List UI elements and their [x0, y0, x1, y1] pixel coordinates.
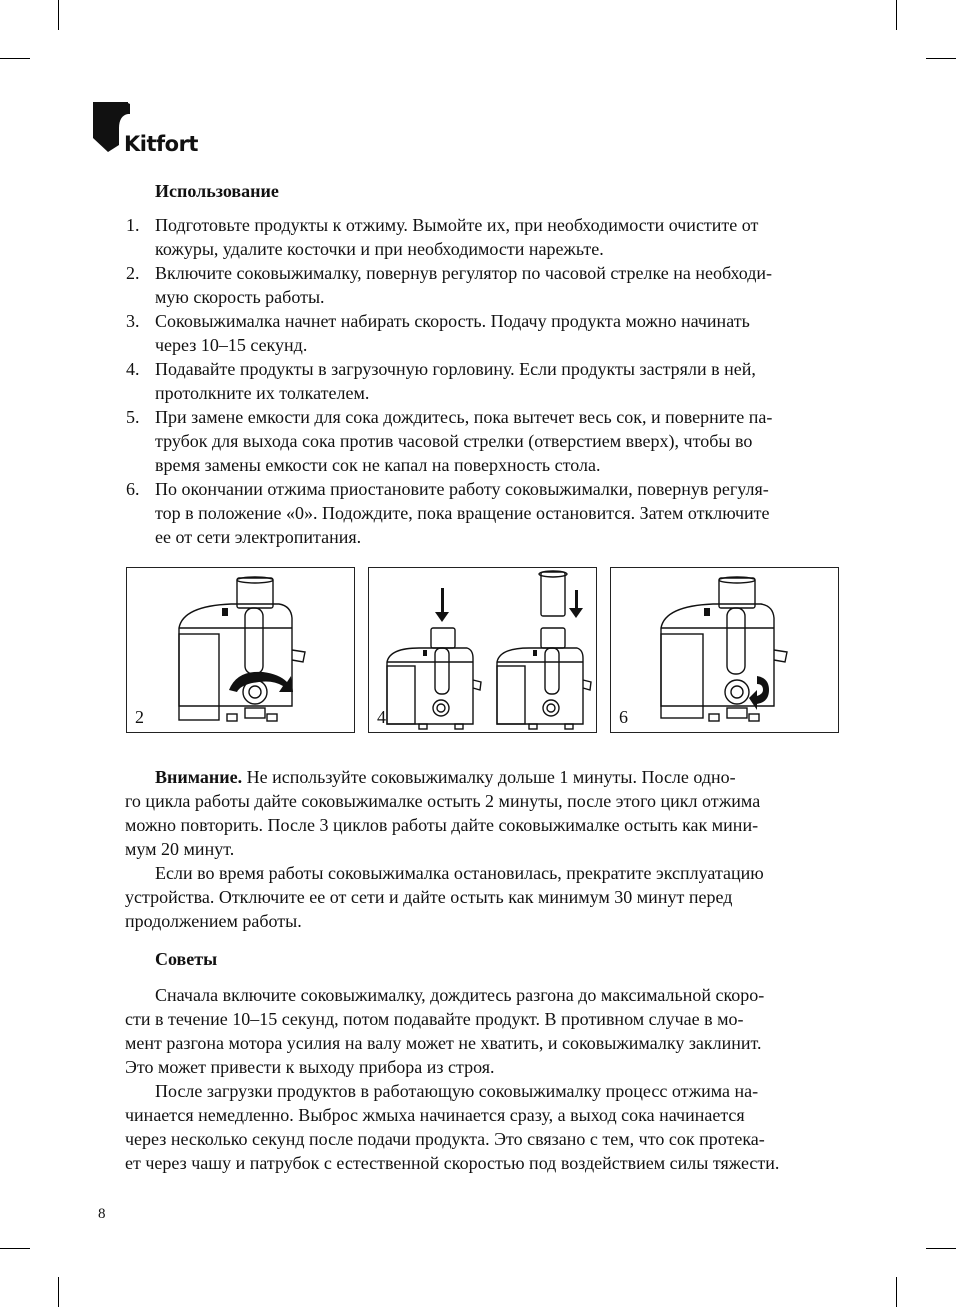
usage-step: [120, 261, 845, 309]
crop-mark: [0, 1248, 30, 1249]
warning-line: го цикла работы дайте соковыжималке остыть 2 минуты, после этого цикл отжима: [125, 791, 761, 811]
crop-mark: [896, 0, 897, 30]
warning-line: мум 20 минут.: [125, 839, 235, 859]
warning-paragraph: [125, 765, 839, 861]
paragraph-line: устройства. Отключите ее от сети и дайте остыть как минимум 30 минут перед: [125, 887, 733, 907]
crop-mark: [896, 1277, 897, 1307]
tips-heading: Советы: [155, 949, 218, 969]
crop-mark: [926, 1248, 956, 1249]
juicer-illustration-icon: [369, 568, 596, 732]
figure-step-6: [610, 567, 839, 733]
page-number: 8: [98, 1206, 106, 1222]
paragraph-line: Это может привести к выходу прибора из строя.: [125, 1057, 495, 1077]
step-text: мую скорость работы.: [155, 287, 325, 307]
warning-line: можно повторить. После 3 циклов работы дайте соковыжималке остыть как мини-: [125, 815, 759, 835]
paragraph-line: ет через чашу и патрубок с естественной скоростью под воздействием силы тяжести.: [125, 1153, 780, 1173]
paragraph-line: сти в течение 10–15 секунд, потом подавайте продукт. В противном случае в мо-: [125, 1009, 744, 1029]
paragraph-line: через несколько секунд после подачи продукта. Это связано с тем, что сок протека-: [125, 1129, 765, 1149]
usage-step: [120, 357, 845, 405]
tips-paragraph: [125, 1079, 839, 1175]
step-text: Подготовьте продукты к отжиму. Вымойте их, при необходимости очистите от: [155, 215, 759, 235]
usage-heading: Использование: [155, 181, 279, 201]
usage-step: [120, 477, 845, 549]
step-text: По окончании отжима приостановите работу соковыжималки, повернув регуля-: [155, 479, 769, 499]
juicer-illustration-icon: [611, 568, 838, 732]
usage-step: [120, 213, 845, 261]
step-number: 3.: [126, 311, 140, 331]
crop-mark: [926, 58, 956, 59]
paragraph-line: Сначала включите соковыжималку, дождитесь разгона до максимальной скоро-: [155, 985, 765, 1005]
step-number: 6.: [126, 479, 140, 499]
step-text: Подавайте продукты в загрузочную горловину. Если продукты застряли в ней,: [155, 359, 756, 379]
crop-mark: [0, 58, 30, 59]
step-text: протолкните их толкателем.: [155, 383, 370, 403]
step-text: ее от сети электропитания.: [155, 527, 362, 547]
paragraph-line: Если во время работы соковыжималка остановилась, прекратите эксплуатацию: [155, 863, 764, 883]
step-text: тор в положение «0». Подождите, пока вращение остановится. Затем отключите: [155, 503, 770, 523]
step-number: 2.: [126, 263, 140, 283]
crop-mark: [58, 0, 59, 30]
paragraph-line: чинается немедленно. Выброс жмыха начинается сразу, а выход сока начинается: [125, 1105, 745, 1125]
figure-step-2: [126, 567, 355, 733]
step-text: Соковыжималка начнет набирать скорость. Подачу продукта можно начинать: [155, 311, 750, 331]
step-text: При замене емкости для сока дождитесь, пока вытечет весь сок, и поверните па-: [155, 407, 773, 427]
step-text: через 10–15 секунд.: [155, 335, 308, 355]
step-text: кожуры, удалите косточки и при необходимости нарежьте.: [155, 239, 604, 259]
step-text: Включите соковыжималку, повернув регулятор по часовой стрелке на необходи-: [155, 263, 773, 283]
brand-name: Kitfort: [124, 132, 198, 156]
crop-mark: [58, 1277, 59, 1307]
warning-label: Внимание.: [155, 767, 243, 787]
usage-step: [120, 405, 845, 477]
usage-step: [120, 309, 845, 357]
paragraph-line: После загрузки продуктов в работающую соковыжималку процесс отжима на-: [155, 1081, 759, 1101]
step-number: 5.: [126, 407, 140, 427]
figure-label: 2: [135, 707, 144, 727]
figure-label: 6: [619, 707, 628, 727]
figure-step-4: [368, 567, 597, 733]
usage-steps: [120, 213, 845, 549]
step-text: время замены емкости сок не капал на поверхность стола.: [155, 455, 601, 475]
paragraph-line: мент разгона мотора усилия на валу может не хватить, и соковыжималку заклинит.: [125, 1033, 762, 1053]
juicer-illustration-icon: [127, 568, 354, 732]
tips-paragraph: [125, 983, 839, 1079]
stop-paragraph: [125, 861, 839, 933]
figure-label: 4: [377, 707, 386, 727]
paragraph-line: продолжением работы.: [125, 911, 302, 931]
step-number: 4.: [126, 359, 140, 379]
step-number: 1.: [126, 215, 140, 235]
warning-line: Не используйте соковыжималку дольше 1 минуты. После одно-: [242, 767, 736, 787]
step-text: трубок для выхода сока против часовой стрелки (отверстием вверх), чтобы во: [155, 431, 753, 451]
